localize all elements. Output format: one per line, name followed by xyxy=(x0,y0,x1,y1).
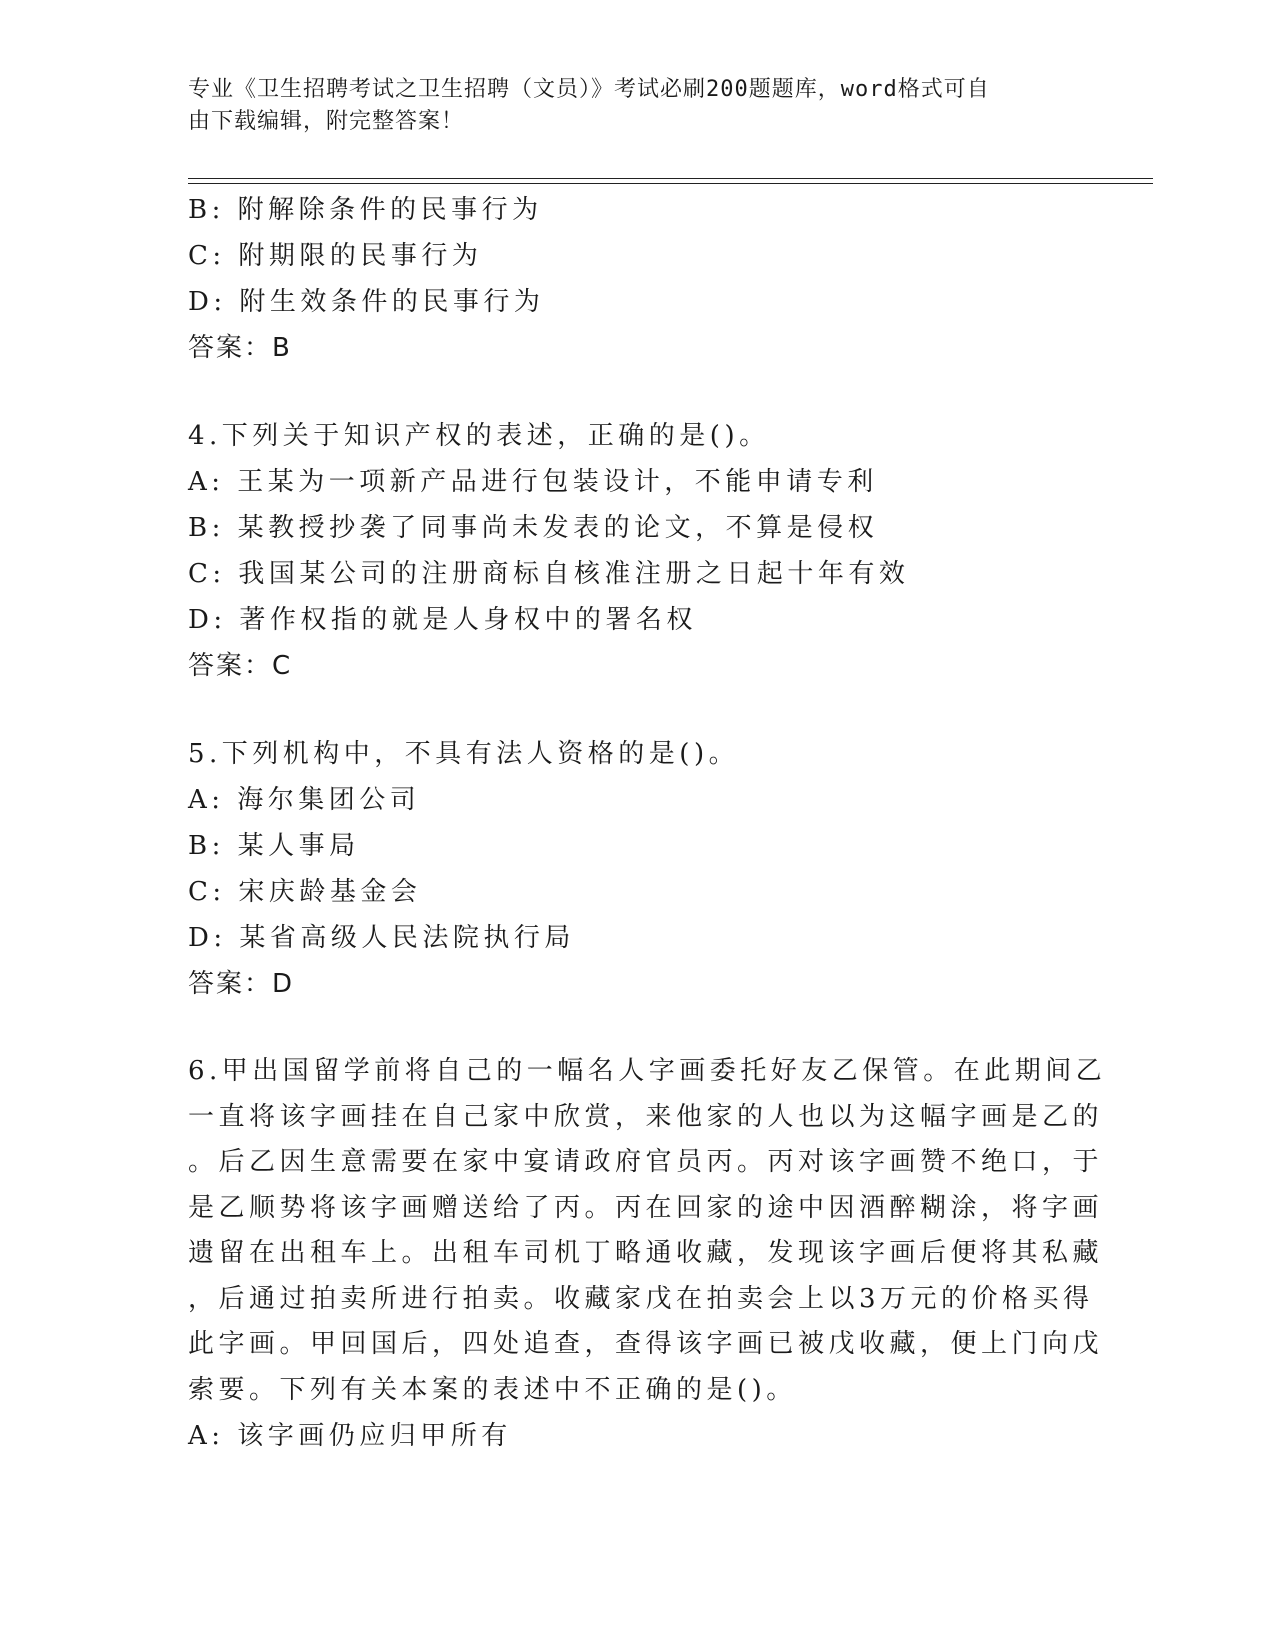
q5-stem: 5.下列机构中，不具有法人资格的是()。 xyxy=(188,739,740,769)
q6-stem-line: 遗留在出租车上。出租车司机丁略通收藏，发现该字画后便将其私藏 xyxy=(188,1238,1104,1268)
q6-stem-line: 此字画。甲回国后，四处追查，查得该字画已被戊收藏，便上门向戊 xyxy=(188,1329,1104,1359)
q6-stem-line: 索要。下列有关本案的表述中不正确的是()。 xyxy=(188,1374,797,1405)
q5-option-b: B: 某人事局 xyxy=(188,831,360,861)
q3-option-d: D: 附生效条件的民事行为 xyxy=(188,287,545,317)
q6-stem-line: 是乙顺势将该字画赠送给了丙。丙在回家的途中因酒醉糊涂，将字画 xyxy=(188,1192,1104,1223)
q4-option-c: C: 我国某公司的注册商标自核准注册之日起十年有效 xyxy=(188,559,910,589)
header-rule-bottom xyxy=(188,183,1153,184)
header-line-1: 专业《卫生招聘考试之卫生招聘（文员）》考试必刷200题题库，word格式可自 xyxy=(188,77,990,102)
q5-answer: 答案：D xyxy=(188,969,295,999)
q3-answer: 答案：B xyxy=(188,333,292,363)
q6-stem-line: ，后通过拍卖所进行拍卖。收藏家戊在拍卖会上以3万元的价格买得 xyxy=(188,1283,1094,1314)
question-4 xyxy=(188,413,1068,689)
question-5 xyxy=(188,731,1068,1007)
q6-stem xyxy=(188,1049,1107,1413)
q4-stem: 4.下列关于知识产权的表述，正确的是()。 xyxy=(188,421,770,451)
q6-option-a: A: 该字画仍应归甲所有 xyxy=(188,1421,512,1451)
q4-option-a: A: 王某为一项新产品进行包装设计，不能申请专利 xyxy=(188,467,878,497)
q4-option-b: B: 某教授抄袭了同事尚未发表的论文，不算是侵权 xyxy=(188,513,879,543)
q3-option-b: B: 附解除条件的民事行为 xyxy=(188,195,543,225)
q5-option-d: D: 某省高级人民法院执行局 xyxy=(188,923,575,953)
spacer xyxy=(188,689,1068,731)
header-rule-top xyxy=(188,178,1153,179)
q6-stem-line: 6.甲出国留学前将自己的一幅名人字画委托好友乙保管。在此期间乙 xyxy=(188,1056,1107,1086)
q6-stem-line: 。后乙因生意需要在家中宴请政府官员丙。丙对该字画赞不绝口，于 xyxy=(188,1147,1104,1177)
header-line-2: 由下载编辑，附完整答案！ xyxy=(188,109,465,134)
spacer xyxy=(188,1007,1068,1049)
q4-option-d: D: 著作权指的就是人身权中的署名权 xyxy=(188,605,697,635)
document-header xyxy=(188,74,1068,138)
document-body xyxy=(188,187,1107,1459)
question-3-tail xyxy=(188,187,1068,371)
q3-option-c: C: 附期限的民事行为 xyxy=(188,241,483,271)
spacer xyxy=(188,371,1068,413)
q4-answer: 答案：C xyxy=(188,651,293,681)
q5-option-c: C: 宋庆龄基金会 xyxy=(188,877,422,907)
q5-option-a: A: 海尔集团公司 xyxy=(188,785,421,815)
question-6 xyxy=(188,1049,1107,1459)
q6-stem-line: 一直将该字画挂在自己家中欣赏，来他家的人也以为这幅字画是乙的 xyxy=(188,1101,1104,1132)
